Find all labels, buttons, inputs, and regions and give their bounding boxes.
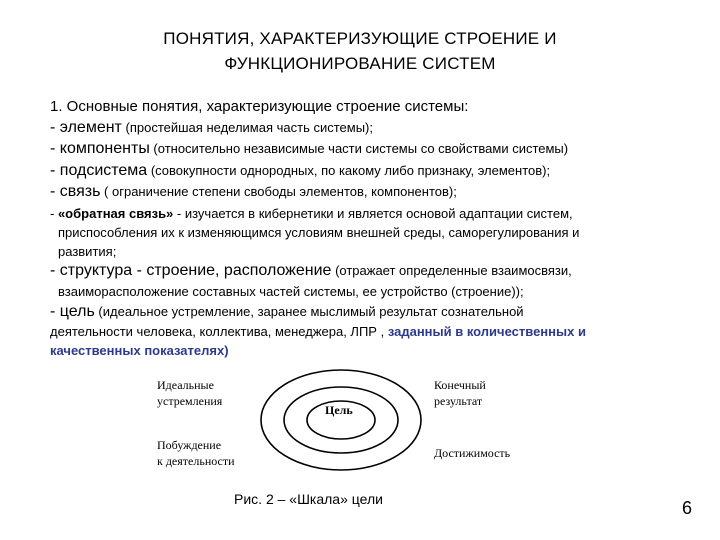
label-final-result (434, 377, 486, 409)
components-desc: (относительно независимые части системы со свойствами системы) (149, 141, 569, 156)
structure-term: - структура - строение, расположение (50, 262, 332, 279)
element-desc: (простейшая неделимая часть системы); (121, 120, 373, 135)
goal-line-2-text: деятельности человека, коллектива, менеджера, ЛПР , (50, 324, 388, 339)
title-line-1: ПОНЯТИЯ, ХАРАКТЕРИЗУЮЩИЕ СТРОЕНИЕ И (163, 29, 557, 48)
label-ideal-aspirations-2: устремления (157, 394, 223, 408)
link-term: - связь (50, 183, 101, 200)
item-feedback-line-3: развития; (58, 244, 117, 259)
goal-emphasis-2: качественных показателях) (50, 343, 229, 358)
item-structure-line-2: взаиморасположение составных частей системы, ее устройство (строение)); (58, 284, 524, 299)
outer-ring (261, 370, 421, 470)
subsystem-desc: (совокупности однородных, по какому либо признаку, элементов); (147, 163, 551, 178)
element-term: - элемент (50, 119, 122, 136)
components-term: - компоненты (50, 140, 150, 157)
middle-ring (284, 387, 398, 453)
label-goal-center: Цель (325, 403, 353, 417)
label-ideal-aspirations (157, 377, 222, 409)
item-feedback-line-2: приспособления их к изменяющимся условиям внешней среды, саморегулирования и (58, 225, 580, 240)
structure-desc: (отражает определенные взаимосвязи, (331, 263, 572, 278)
feedback-desc: - изучается в кибернетики и является основой адаптации систем, (173, 206, 573, 221)
label-final-result-2: результат (434, 394, 483, 408)
subsystem-term: - подсистема (50, 162, 148, 179)
label-motivation (157, 437, 235, 469)
label-achievability: Достижимость (434, 446, 511, 460)
label-motivation-1: Побуждение (157, 438, 222, 452)
feedback-dash: - (50, 206, 58, 221)
title-line-2: ФУНКЦИОНИРОВАНИЕ СИСТЕМ (224, 54, 496, 73)
link-desc: ( ограничение степени свободы элементов, компонентов); (100, 184, 457, 199)
section-heading: 1. Основные понятия, характеризующие строение системы: (50, 98, 469, 115)
goal-term: - цель (50, 303, 95, 320)
label-final-result-1: Конечный (434, 378, 486, 392)
label-ideal-aspirations-1: Идеальные (157, 378, 214, 392)
feedback-term: «обратная связь» (57, 206, 174, 221)
goal-desc: (идеальное устремление, заранее мыслимый результат сознательной (94, 304, 524, 319)
goal-emphasis-1: заданный в количественных и (387, 324, 586, 339)
label-motivation-2: к деятельности (157, 454, 235, 468)
figure-caption: Рис. 2 – «Шкала» цели (234, 491, 383, 507)
page-number: 6 (682, 498, 693, 518)
